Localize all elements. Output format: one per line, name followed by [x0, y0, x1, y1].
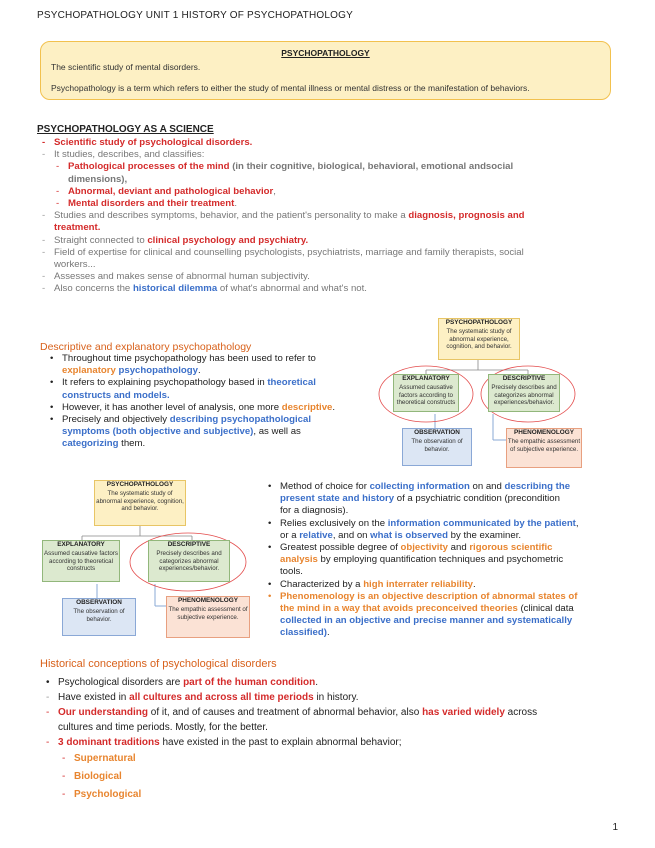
historical-item: - Have existed in all cultures and across all time periods in history.	[58, 690, 628, 705]
science-subitem: - Mental disorders and their treatment.	[68, 198, 624, 210]
method-list	[280, 481, 630, 640]
method-item: • Characterized by a high interrater reliability.	[280, 579, 630, 591]
historical-heading: Historical conceptions of psychological disorders	[40, 658, 277, 670]
science-item: - Also concerns the historical dilemma of what's abnormal and what's not.	[54, 283, 624, 295]
diagram-box-psychopathology: PSYCHOPATHOLOGY The systematic study of abnormal experience, cognition, and behavior.	[94, 480, 186, 526]
definition-title: PSYCHOPATHOLOGY	[281, 48, 370, 58]
definition-line-1: The scientific study of mental disorders.	[51, 62, 201, 72]
science-item: - Assesses and makes sense of abnormal human subjectivity.	[54, 271, 624, 283]
tradition-item: - Supernatural	[74, 750, 628, 768]
historical-item: - 3 dominant traditions have existed in the past to explain abnormal behavior;	[58, 735, 628, 750]
diagram-box-observation: OBSERVATION The observation of behavior.	[402, 428, 472, 466]
science-item: - Straight connected to clinical psychology and psychiatry.	[54, 235, 624, 247]
tradition-item: - Biological	[74, 768, 628, 786]
descriptive-heading: Descriptive and explanatory psychopathology	[40, 341, 252, 353]
method-item: • Method of choice for collecting information on and describing the present state and history of a psychiatric condition (precondition for a diagnosis).	[280, 481, 630, 518]
method-item: • Relies exclusively on the information communicated by the patient, or a relative, and on what is observed by the examiner.	[280, 518, 630, 542]
descriptive-list	[62, 353, 362, 451]
diagram-box-descriptive: DESCRIPTIVE Precisely describes and categorizes abnormal experiences/behavior.	[488, 374, 560, 412]
page-number: 1	[612, 822, 618, 833]
page-header: PSYCHOPATHOLOGY UNIT 1 HISTORY OF PSYCHOPATHOLOGY	[37, 10, 353, 21]
definition-box	[40, 41, 611, 100]
tradition-item: - Psychological	[74, 786, 628, 804]
diagram-box-descriptive: DESCRIPTIVE Precisely describes and categorizes abnormal experiences/behavior.	[148, 540, 230, 582]
science-item: - Studies and describes symptoms, behavior, and the patient's personality to make a diagnosis, prognosis and treatment.	[54, 210, 624, 234]
definition-line-2: Psychopathology is a term which refers to either the study of mental illness or mental distress or the manifestation of behaviors.	[51, 83, 530, 93]
method-item: • Greatest possible degree of objectivity and rigorous scientific analysis by employing quantification techniques and psychometric tools.	[280, 542, 630, 579]
diagram-box-phenomenology: PHENOMENOLOGY The empathic assessment of subjective experience.	[506, 428, 582, 468]
diagram-middle-left	[40, 480, 252, 640]
science-item: - Scientific study of psychological disorders.	[54, 137, 624, 149]
diagram-box-explanatory: EXPLANATORY Assumed causative factors according to theoretical constructs	[42, 540, 120, 582]
science-subitem: - Abnormal, deviant and pathological behavior,	[68, 186, 624, 198]
descriptive-item: • Precisely and objectively describing psychopathological symptoms (both objective and subjective), as well as categorizing them.	[62, 414, 362, 451]
science-item: - Field of expertise for clinical and counselling psychologists, psychiatrists, marriage and family therapists, social workers...	[54, 247, 624, 271]
historical-item: - Our understanding of it, and of causes and treatment of abnormal behavior, also has varied widely across cultures and time periods. Mostly, for the better.	[58, 705, 628, 735]
historical-list	[58, 675, 628, 804]
diagram-top-right	[378, 318, 588, 470]
science-list	[54, 137, 624, 296]
descriptive-item: • However, it has another level of analysis, one more descriptive.	[62, 402, 362, 414]
science-item: - It studies, describes, and classifies:	[54, 149, 624, 161]
diagram-box-observation: OBSERVATION The observation of behavior.	[62, 598, 136, 636]
descriptive-item: • Throughout time psychopathology has been used to refer to explanatory psychopathology.	[62, 353, 362, 377]
diagram-box-phenomenology: PHENOMENOLOGY The empathic assessment of subjective experience.	[166, 596, 250, 638]
science-subitem: - Pathological processes of the mind (in their cognitive, biological, behavioral, emotional andsocial dimensions),	[68, 161, 624, 185]
descriptive-item: • It refers to explaining psychopathology based in theoretical constructs and models.	[62, 377, 362, 401]
diagram-box-psychopathology: PSYCHOPATHOLOGY The systematic study of abnormal experience, cognition, and behavior.	[438, 318, 520, 360]
method-item: • Phenomenology is an objective description of abnormal states of the mind in a way that avoids preconceived theories (clinical data collected in an objective and precise manner and systematically classified).	[280, 591, 630, 640]
science-heading: PSYCHOPATHOLOGY AS A SCIENCE	[37, 124, 214, 135]
diagram-box-explanatory: EXPLANATORY Assumed causative factors according to theoretical constructs	[393, 374, 459, 412]
historical-item: • Psychological disorders are part of the human condition.	[58, 675, 628, 690]
